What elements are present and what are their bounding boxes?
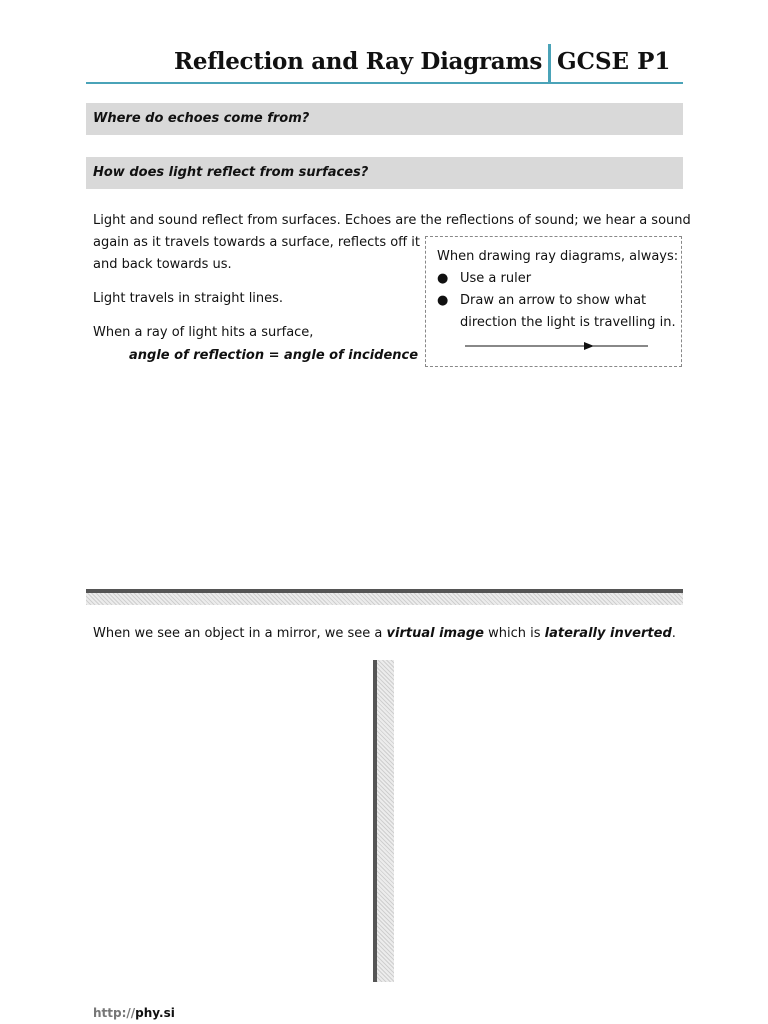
tip-item-arrow: ● Draw an arrow to show what bbox=[435, 290, 676, 312]
intro-line-1: Light and sound reflect from surfaces. Echoes are the reflections of sound; we hear a sound bbox=[93, 213, 691, 228]
tip-heading: When drawing ray diagrams, always: bbox=[437, 249, 679, 264]
tip-item-ruler: ● Use a ruler bbox=[435, 268, 676, 290]
intro-line-3: and back towards us. bbox=[93, 257, 232, 272]
laterally-inverted-term: laterally inverted bbox=[544, 626, 672, 641]
question-light-reflect: How does light reflect from surfaces? bbox=[86, 157, 683, 189]
title-divider bbox=[548, 44, 551, 82]
bullet-icon: ● bbox=[437, 271, 449, 286]
footer-link[interactable]: http://phy.si bbox=[93, 1006, 175, 1020]
page-title: Reflection and Ray Diagrams bbox=[174, 48, 542, 75]
question-echoes: Where do echoes come from? bbox=[86, 103, 683, 135]
header-rule bbox=[86, 82, 683, 84]
ray-diagram-tip-box bbox=[425, 236, 682, 367]
ray-arrow-icon bbox=[464, 338, 650, 352]
virtual-image-term: virtual image bbox=[386, 626, 484, 641]
reflection-law: angle of reflection = angle of incidence bbox=[129, 348, 419, 363]
bullet-icon: ● bbox=[437, 293, 449, 308]
straight-lines-text: Light travels in straight lines. bbox=[93, 291, 284, 306]
ray-hits-text: When a ray of light hits a surface, bbox=[93, 325, 314, 340]
tip-item-arrow-cont: direction the light is travelling in. bbox=[460, 315, 676, 330]
section-divider-hatching bbox=[86, 593, 683, 605]
tip-list bbox=[435, 268, 676, 334]
subject-label: GCSE P1 bbox=[557, 48, 671, 75]
mirror-back-hatching bbox=[377, 660, 394, 982]
intro-line-2: again as it travels towards a surface, reflects off it bbox=[93, 235, 420, 250]
mirror-sentence: When we see an object in a mirror, we see a virtual image which is laterally inverted. bbox=[93, 626, 676, 641]
